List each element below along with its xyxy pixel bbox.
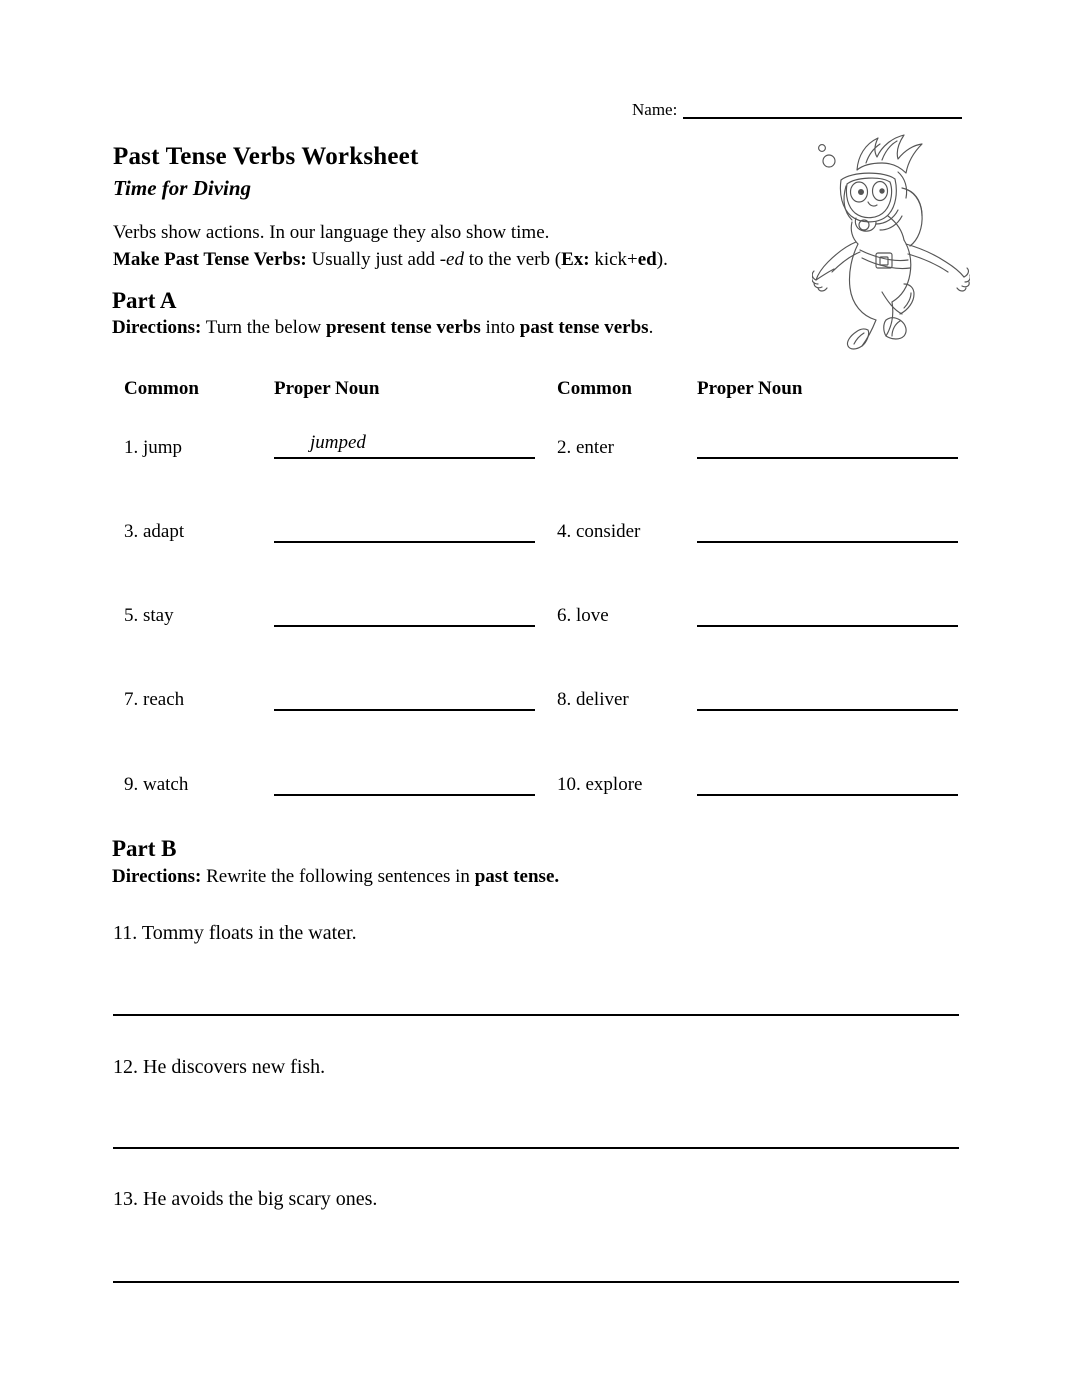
list-item: 6. love <box>557 605 609 626</box>
column-header-common-left: Common <box>124 378 199 399</box>
part-a-directions-emph-2: past tense verbs <box>519 317 649 338</box>
answer-blank-1[interactable] <box>274 431 535 459</box>
answer-text-1: jumped <box>310 432 366 453</box>
name-label: Name: <box>632 100 678 119</box>
answer-blank-4[interactable] <box>697 515 958 543</box>
name-input-blank[interactable] <box>683 100 962 119</box>
part-a-directions-text-b: into <box>480 317 520 338</box>
write-line-11[interactable] <box>113 1014 959 1016</box>
write-line-13[interactable] <box>113 1281 959 1283</box>
intro-rule-d: ). <box>656 249 668 270</box>
sentence-13: 13. He avoids the big scary ones. <box>113 1188 378 1210</box>
list-item: 3. adapt <box>124 521 185 542</box>
part-b-directions-text: Rewrite the following sentences in <box>201 866 475 887</box>
list-item: 5. stay <box>124 605 174 626</box>
answer-blank-2[interactable] <box>697 431 958 459</box>
answer-blank-6[interactable] <box>697 599 958 627</box>
intro-paragraph <box>113 219 813 273</box>
answer-blank-10[interactable] <box>697 768 958 796</box>
intro-rule-a: Usually just add <box>306 249 440 270</box>
intro-line-1: Verbs show actions. In our language they also show time. <box>113 222 550 243</box>
page-subtitle: Time for Diving <box>113 176 252 200</box>
intro-rule-suffix: -ed <box>439 249 464 270</box>
page-title: Past Tense Verbs Worksheet <box>113 143 419 170</box>
sentence-11: 11. Tommy floats in the water. <box>113 922 357 944</box>
part-b-directions <box>112 866 559 888</box>
intro-example-label: Ex: <box>561 249 590 270</box>
write-line-12[interactable] <box>113 1147 959 1149</box>
part-b-heading: Part B <box>112 836 177 861</box>
part-b-directions-emph: past tense. <box>474 866 560 887</box>
answer-blank-5[interactable] <box>274 599 535 627</box>
part-b-directions-label: Directions: <box>112 866 202 887</box>
intro-rule-label: Make Past Tense Verbs: <box>113 249 307 270</box>
part-a-directions-text-c: . <box>648 317 654 338</box>
intro-example-suffix: ed <box>637 249 657 270</box>
answer-blank-9[interactable] <box>274 768 535 796</box>
list-item: 1. jump <box>124 437 183 458</box>
intro-rule-b: to the verb ( <box>463 249 562 270</box>
part-a-directions-emph-1: present tense verbs <box>325 317 481 338</box>
list-item: 4. consider <box>557 521 641 542</box>
answer-blank-3[interactable] <box>274 515 535 543</box>
part-a-heading: Part A <box>112 288 177 313</box>
name-field-row <box>632 100 962 119</box>
list-item: 2. enter <box>557 437 614 458</box>
column-header-proper-left: Proper Noun <box>274 378 380 399</box>
scuba-diver-icon <box>812 132 970 354</box>
part-a-directions-text-a: Turn the below <box>201 317 326 338</box>
intro-rule-c: kick+ <box>589 249 638 270</box>
part-a-directions-label: Directions: <box>112 317 202 338</box>
answer-blank-8[interactable] <box>697 683 958 711</box>
sentence-12: 12. He discovers new fish. <box>113 1056 326 1078</box>
list-item: 10. explore <box>557 774 643 795</box>
part-a-directions <box>112 317 653 339</box>
column-header-common-right: Common <box>557 378 632 399</box>
answer-blank-7[interactable] <box>274 683 535 711</box>
list-item: 8. deliver <box>557 689 629 710</box>
column-header-proper-right: Proper Noun <box>697 378 803 399</box>
list-item: 7. reach <box>124 689 185 710</box>
list-item: 9. watch <box>124 774 189 795</box>
